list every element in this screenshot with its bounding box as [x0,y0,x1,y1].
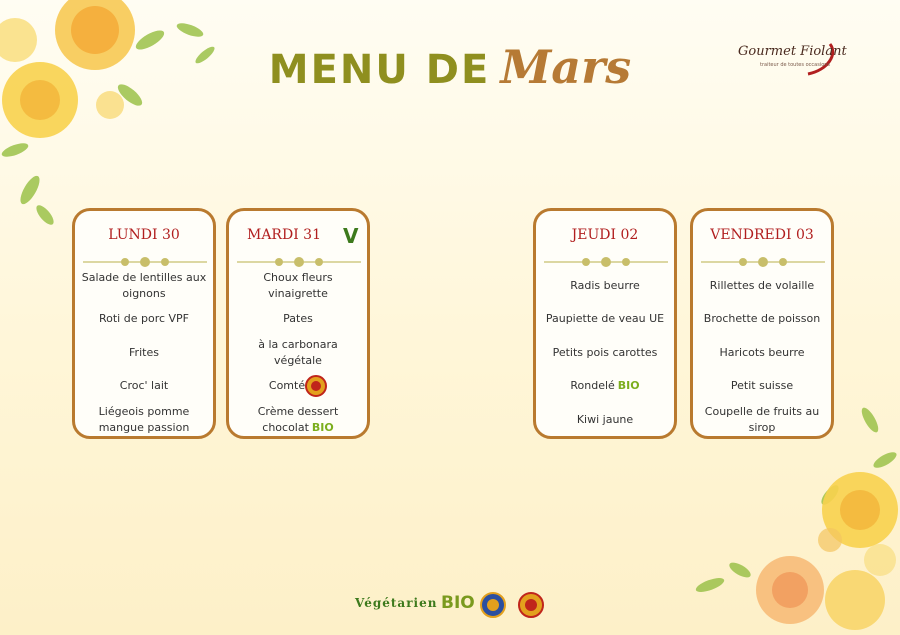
day-card-vendredi [690,208,834,439]
menu-item: Roti de porc VPF [98,312,189,326]
menu-items [229,269,367,437]
menu-item [536,370,674,404]
day-card-mardi [226,208,370,439]
menu-item: Liégeois pomme mangue passion [98,404,190,434]
menu-item: à la carbonara végétale [258,337,338,367]
ornament-divider [701,255,825,269]
flower-decoration-top-left [0,0,230,240]
menu-items [536,269,674,437]
label-legend [355,592,555,618]
day-card-jeudi [533,208,677,439]
day-title: JEUDI 02 [571,227,639,243]
menu-item: Frites [129,345,159,359]
menu-item-text: Comté [268,379,306,393]
day-title: MARDI 31 [246,227,321,243]
ornament-divider [237,255,361,269]
menu-item [229,403,367,437]
menu-item-text: Rondelé [570,379,615,393]
bio-badge: BIO [617,379,640,393]
title-month: Mars [500,40,632,94]
label-rouge-icon [480,592,506,618]
menu-item: Petits pois carottes [552,345,658,359]
legend-bio: BIO [441,593,475,613]
menu-items [75,269,213,437]
title-part1: MENU DE [268,47,491,93]
menu-item: Kiwi jaune [576,412,634,426]
menu-item: Pates [283,312,313,326]
day-title: LUNDI 30 [108,227,180,243]
aop-label-icon [305,375,327,397]
menu-item: Coupelle de fruits au sirop [704,404,820,434]
menu-item: Choux fleurs vinaigrette [263,270,333,300]
brand-logo [738,40,847,80]
menu-items [693,269,831,437]
menu-item-text: Crème dessert chocolat [257,404,339,434]
bio-badge: BIO [311,420,334,434]
menu-item: Radis beurre [570,278,640,292]
menu-item: Rillettes de volaille [709,278,815,292]
brand-tagline: traiteur de toutes occasions [760,62,831,68]
menu-item: Croc' lait [119,379,169,393]
aop-label-icon [518,592,544,618]
menu-item: Paupiette de veau UE [545,312,665,326]
menu-item: Brochette de poisson [703,312,821,326]
vegetarian-badge: V [343,224,359,248]
day-card-lundi [72,208,216,439]
brand-name: Gourmet Fiolant [738,44,847,59]
menu-item: Salade de lentilles aux oignons [81,270,207,300]
menu-item [229,370,367,404]
legend-vegetarian: Végétarien [355,596,438,610]
menu-item: Haricots beurre [719,345,805,359]
menu-item: Petit suisse [730,379,794,393]
day-title: VENDREDI 03 [710,227,814,243]
ornament-divider [544,255,668,269]
ornament-divider [83,255,207,269]
